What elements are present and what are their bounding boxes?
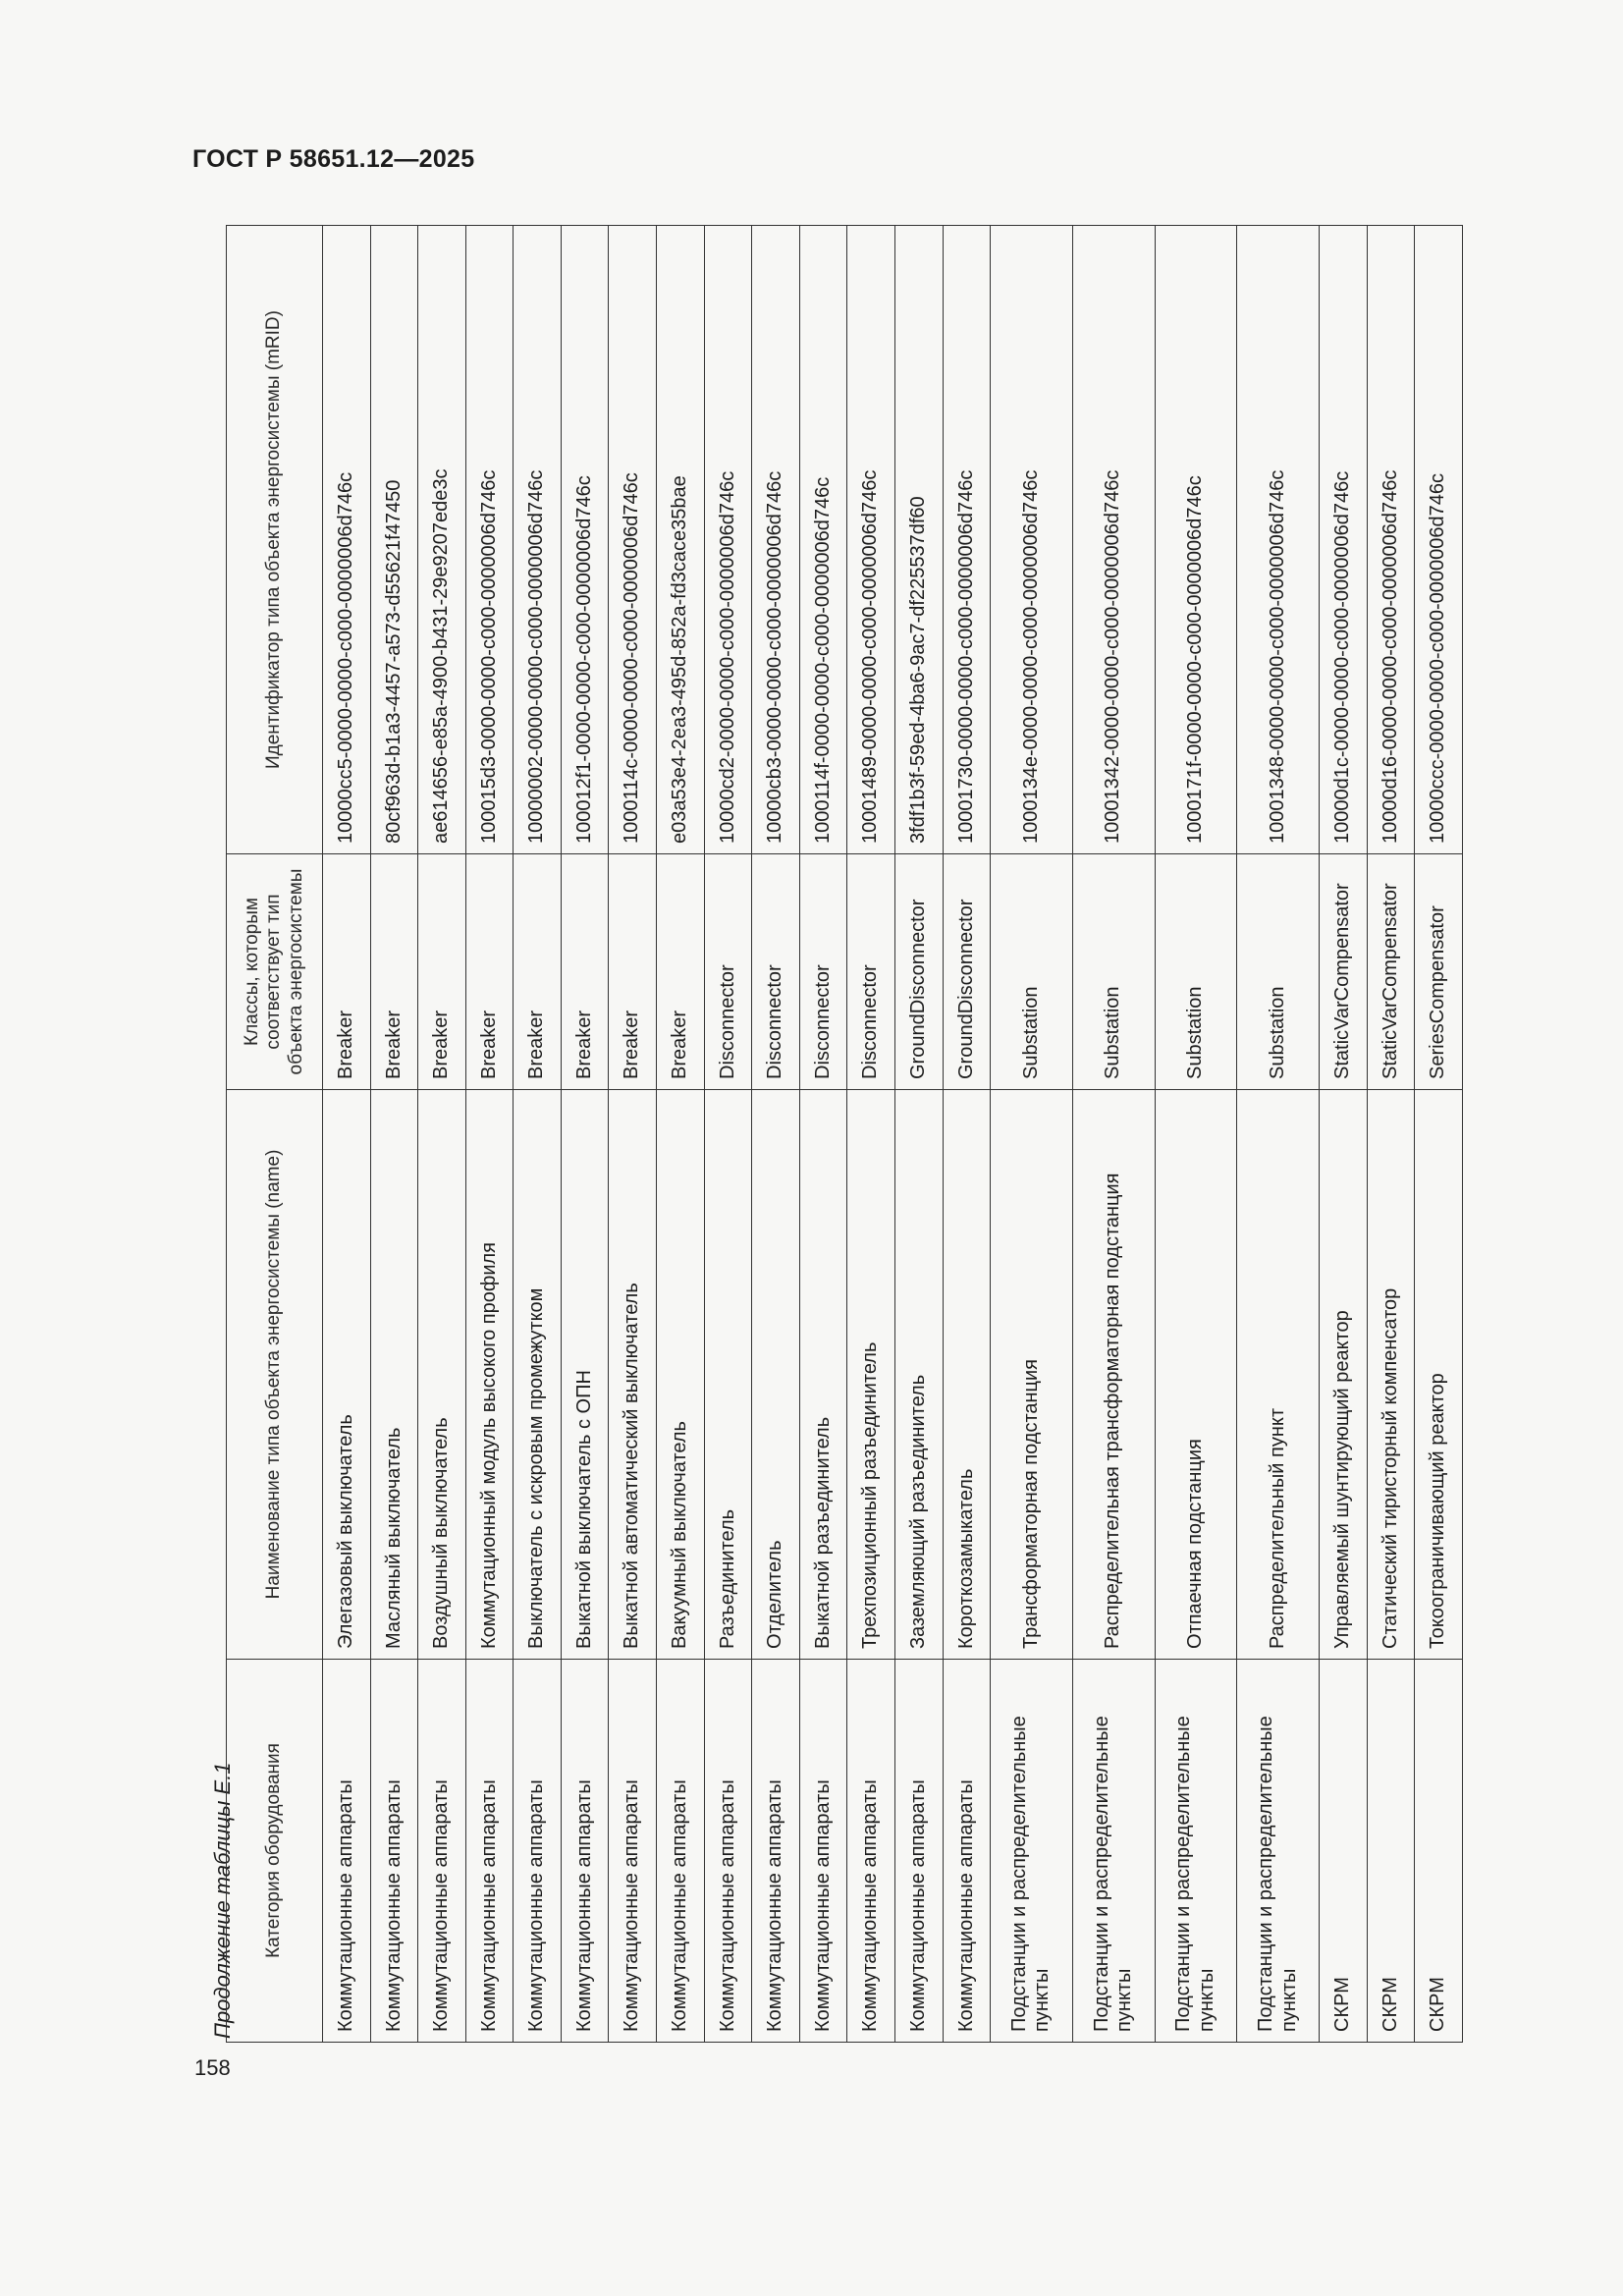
cell-mrid: 80cf963d-b1a3-4457-a573-d55621f47450	[370, 226, 418, 854]
cell-name: Элегазовый выключатель	[323, 1090, 371, 1660]
cell-mrid: 1000114f-0000-0000-c000-0000006d746c	[799, 226, 847, 854]
cell-name: Трансформаторная подстанция	[991, 1090, 1073, 1660]
table-row	[418, 226, 466, 2043]
cell-class: Breaker	[609, 854, 657, 1090]
cell-name: Масляный выключатель	[370, 1090, 418, 1660]
cell-category: Коммутационные аппараты	[799, 1660, 847, 2043]
cell-category: Подстанции и распределительные пункты	[1072, 1660, 1155, 2043]
cell-class: Substation	[1237, 854, 1320, 1090]
cell-class: Substation	[1155, 854, 1237, 1090]
cell-category: Коммутационные аппараты	[465, 1660, 514, 2043]
cell-class: Breaker	[514, 854, 562, 1090]
cell-category: СКРМ	[1367, 1660, 1415, 2043]
cell-name: Токоограничивающий реактор	[1415, 1090, 1463, 1660]
cell-name: Воздушный выключатель	[418, 1090, 466, 1660]
cell-name: Статический тиристорный компенсатор	[1367, 1090, 1415, 1660]
table-row	[465, 226, 514, 2043]
table-row	[1237, 226, 1320, 2043]
cell-name: Разъединитель	[704, 1090, 752, 1660]
cell-mrid: 10001489-0000-0000-c000-0000006d746c	[847, 226, 895, 854]
table-row	[1155, 226, 1237, 2043]
cell-name: Коммутационный модуль высокого профиля	[465, 1090, 514, 1660]
cell-class: Breaker	[418, 854, 466, 1090]
cell-category: Коммутационные аппараты	[943, 1660, 991, 2043]
table-row	[752, 226, 800, 2043]
cell-class: StaticVarCompensator	[1320, 854, 1368, 1090]
cell-name: Заземляющий разъединитель	[894, 1090, 943, 1660]
cell-category: Подстанции и распределительные пункты	[1155, 1660, 1237, 2043]
cell-category: Коммутационные аппараты	[370, 1660, 418, 2043]
column-header-category: Категория оборудования	[227, 1660, 323, 2043]
table-row	[657, 226, 705, 2043]
column-header-classes: Классы, которым соответствует тип объекта энергосистемы	[227, 854, 323, 1090]
cell-name: Отпаечная подстанция	[1155, 1090, 1237, 1660]
cell-category: СКРМ	[1320, 1660, 1368, 2043]
cell-category: Коммутационные аппараты	[609, 1660, 657, 2043]
document-id: ГОСТ Р 58651.12—2025	[192, 145, 475, 173]
cell-name: Распределительный пункт	[1237, 1090, 1320, 1660]
cell-class: Substation	[1072, 854, 1155, 1090]
cell-category: Подстанции и распределительные пункты	[1237, 1660, 1320, 2043]
table-continuation-caption: Продолжение таблицы Е.1	[210, 1762, 235, 2039]
table-row	[943, 226, 991, 2043]
cell-class: StaticVarCompensator	[1367, 854, 1415, 1090]
cell-mrid: 10001730-0000-0000-c000-0000006d746c	[943, 226, 991, 854]
cell-mrid: 10000ccc-0000-0000-c000-0000006d746c	[1415, 226, 1463, 854]
cell-class: Breaker	[323, 854, 371, 1090]
cell-name: Выкатной выключатель с ОПН	[561, 1090, 609, 1660]
cell-name: Управляемый шунтирующий реактор	[1320, 1090, 1368, 1660]
cell-class: Breaker	[370, 854, 418, 1090]
cell-class: GroundDisconnector	[894, 854, 943, 1090]
cell-category: СКРМ	[1415, 1660, 1463, 2043]
column-header-name: Наименование типа объекта энергосистемы (name)	[227, 1090, 323, 1660]
cell-mrid: e03a53e4-2ea3-495d-852a-fd3cace35bae	[657, 226, 705, 854]
table-row	[1320, 226, 1368, 2043]
cell-mrid: 100015d3-0000-0000-c000-0000006d746c	[465, 226, 514, 854]
cell-name: Выкатной автоматический выключатель	[609, 1090, 657, 1660]
cell-mrid: 10000cc5-0000-0000-c000-0000006d746c	[323, 226, 371, 854]
cell-mrid: 1000171f-0000-0000-c000-0000006d746c	[1155, 226, 1237, 854]
cell-category: Подстанции и распределительные пункты	[991, 1660, 1073, 2043]
cell-class: Breaker	[465, 854, 514, 1090]
cell-name: Выключатель с искровым промежутком	[514, 1090, 562, 1660]
cell-mrid: 10001342-0000-0000-c000-0000006d746c	[1072, 226, 1155, 854]
equipment-types-table	[226, 225, 1463, 2043]
cell-name: Распределительная трансформаторная подстанция	[1072, 1090, 1155, 1660]
table-header-row	[227, 226, 323, 2043]
cell-name: Выкатной разъединитель	[799, 1090, 847, 1660]
cell-mrid: 10000d1c-0000-0000-c000-0000006d746c	[1320, 226, 1368, 854]
cell-mrid: 10001348-0000-0000-c000-0000006d746c	[1237, 226, 1320, 854]
table-row	[1072, 226, 1155, 2043]
table-row	[514, 226, 562, 2043]
cell-class: GroundDisconnector	[943, 854, 991, 1090]
cell-class: Breaker	[657, 854, 705, 1090]
cell-name: Трехпозиционный разъединитель	[847, 1090, 895, 1660]
cell-mrid: 10000002-0000-0000-c000-0000006d746c	[514, 226, 562, 854]
cell-category: Коммутационные аппараты	[752, 1660, 800, 2043]
cell-class: Disconnector	[847, 854, 895, 1090]
cell-class: Disconnector	[704, 854, 752, 1090]
cell-class: SeriesCompensator	[1415, 854, 1463, 1090]
cell-name: Отделитель	[752, 1090, 800, 1660]
cell-mrid: 10000cd2-0000-0000-c000-0000006d746c	[704, 226, 752, 854]
cell-category: Коммутационные аппараты	[847, 1660, 895, 2043]
table-body	[323, 226, 1463, 2043]
table-row	[1415, 226, 1463, 2043]
cell-category: Коммутационные аппараты	[561, 1660, 609, 2043]
table-row	[1367, 226, 1415, 2043]
cell-category: Коммутационные аппараты	[704, 1660, 752, 2043]
table-rotated-container	[226, 226, 1463, 2043]
cell-class: Disconnector	[799, 854, 847, 1090]
cell-category: Коммутационные аппараты	[514, 1660, 562, 2043]
table-row	[894, 226, 943, 2043]
cell-name: Короткозамыкатель	[943, 1090, 991, 1660]
cell-category: Коммутационные аппараты	[894, 1660, 943, 2043]
cell-mrid: 10000d16-0000-0000-c000-0000006d746c	[1367, 226, 1415, 854]
table-row	[323, 226, 371, 2043]
table-row	[991, 226, 1073, 2043]
cell-mrid: 1000134e-0000-0000-c000-0000006d746c	[991, 226, 1073, 854]
cell-mrid: 3fdf1b3f-59ed-4ba6-9ac7-df225537df60	[894, 226, 943, 854]
cell-class: Substation	[991, 854, 1073, 1090]
table-row	[561, 226, 609, 2043]
table-row	[370, 226, 418, 2043]
cell-mrid: 10000cb3-0000-0000-c000-0000006d746c	[752, 226, 800, 854]
table-row	[847, 226, 895, 2043]
cell-mrid: 1000114c-0000-0000-c000-0000006d746c	[609, 226, 657, 854]
cell-category: Коммутационные аппараты	[418, 1660, 466, 2043]
column-header-mrid: Идентификатор типа объекта энергосистемы (mRID)	[227, 226, 323, 854]
cell-mrid: ae614656-e85a-4900-b431-29e9207ede3c	[418, 226, 466, 854]
table-row	[799, 226, 847, 2043]
cell-class: Disconnector	[752, 854, 800, 1090]
cell-mrid: 100012f1-0000-0000-c000-0000006d746c	[561, 226, 609, 854]
table-row	[609, 226, 657, 2043]
cell-category: Коммутационные аппараты	[657, 1660, 705, 2043]
cell-category: Коммутационные аппараты	[323, 1660, 371, 2043]
page-number: 158	[194, 2055, 231, 2080]
table-row	[704, 226, 752, 2043]
cell-class: Breaker	[561, 854, 609, 1090]
cell-name: Вакуумный выключатель	[657, 1090, 705, 1660]
